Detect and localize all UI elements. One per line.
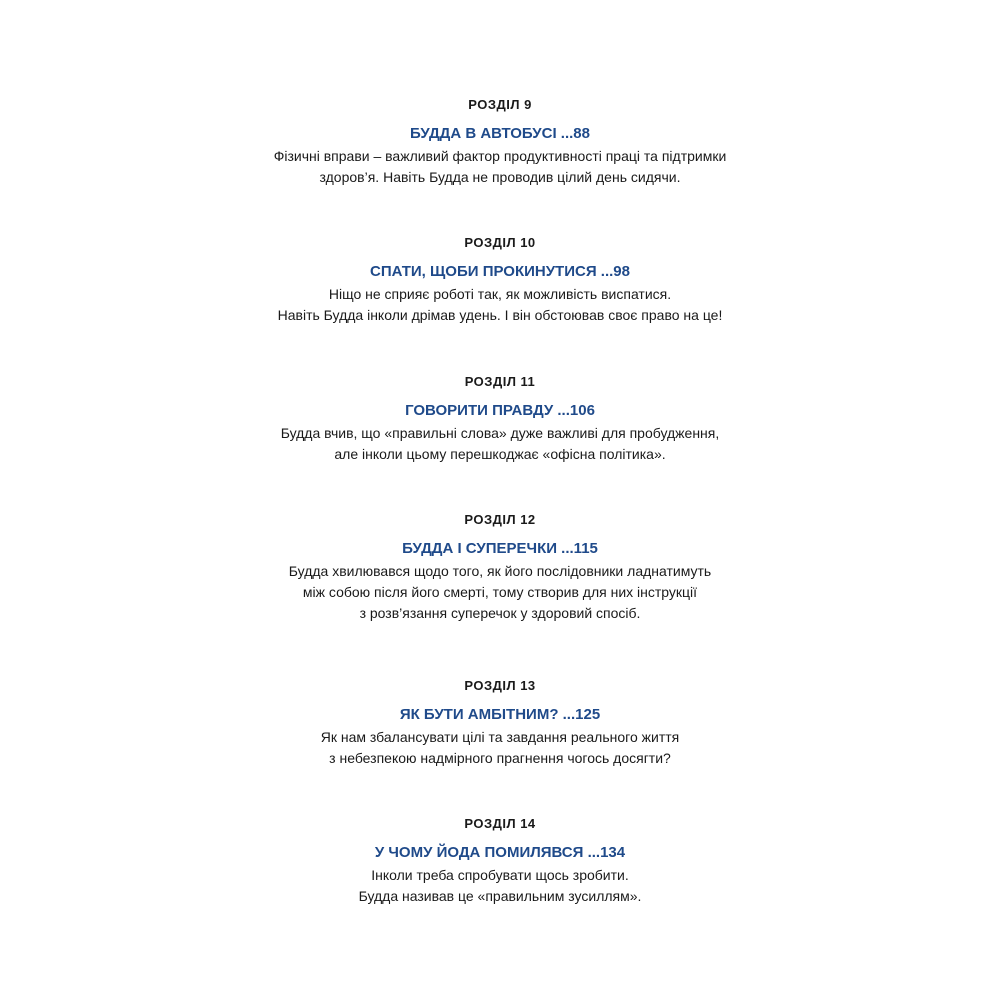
description-line: але інколи цьому перешкоджає «офісна політика».: [334, 446, 666, 462]
description-line: Навіть Будда інколи дрімав удень. І він обстоював своє право на це!: [277, 307, 723, 323]
chapter-label: РОЗДІЛ 14: [464, 816, 536, 831]
chapter-14: [0, 815, 1000, 907]
description-line: Інколи треба спробувати щось зробити.: [371, 867, 629, 883]
description-line: Як нам збалансувати цілі та завдання реального життя: [320, 729, 680, 745]
chapter-title: ЯК БУТИ АМБІТНИМ? ...125: [399, 706, 601, 723]
chapter-description: [0, 561, 1000, 624]
description-line: Фізичні вправи – важливий фактор продуктивності праці та підтримки: [273, 148, 727, 164]
chapter-title: СПАТИ, ЩОБИ ПРОКИНУТИСЯ ...98: [370, 263, 630, 280]
chapter-description: [0, 423, 1000, 465]
chapter-label: РОЗДІЛ 13: [464, 678, 536, 693]
chapter-label: РОЗДІЛ 10: [464, 235, 536, 250]
description-line: Будда називав це «правильним зусиллям».: [358, 888, 642, 904]
description-line: з небезпекою надмірного прагнення чогось досягти?: [329, 750, 671, 766]
chapter-label: РОЗДІЛ 11: [464, 374, 536, 389]
description-line: між собою після його смерті, тому створив для них інструкції: [302, 584, 698, 600]
chapter-label: РОЗДІЛ 9: [468, 97, 532, 112]
chapter-12: [0, 511, 1000, 624]
chapter-13: [0, 677, 1000, 769]
chapter-10: [0, 234, 1000, 326]
chapter-title: ГОВОРИТИ ПРАВДУ ...106: [405, 402, 595, 419]
description-line: Будда хвилювався щодо того, як його послідовники ладнатимуть: [288, 563, 712, 579]
description-line: здоров’я. Навіть Будда не проводив цілий день сидячи.: [319, 169, 681, 185]
description-line: Ніщо не сприяє роботі так, як можливість виспатися.: [328, 286, 672, 302]
chapter-description: [0, 865, 1000, 907]
chapter-label: РОЗДІЛ 12: [464, 512, 536, 527]
chapter-title: БУДДА І СУПЕРЕЧКИ ...115: [402, 540, 598, 557]
chapter-title: БУДДА В АВТОБУСІ ...88: [410, 125, 590, 142]
chapter-description: [0, 146, 1000, 188]
chapter-description: [0, 727, 1000, 769]
description-line: Будда вчив, що «правильні слова» дуже важливі для пробудження,: [280, 425, 720, 441]
description-line: з розв’язання суперечок у здоровий спосіб.: [359, 605, 641, 621]
chapter-11: [0, 373, 1000, 465]
chapter-description: [0, 284, 1000, 326]
chapter-title: У ЧОМУ ЙОДА ПОМИЛЯВСЯ ...134: [374, 844, 626, 861]
chapter-9: [0, 96, 1000, 188]
